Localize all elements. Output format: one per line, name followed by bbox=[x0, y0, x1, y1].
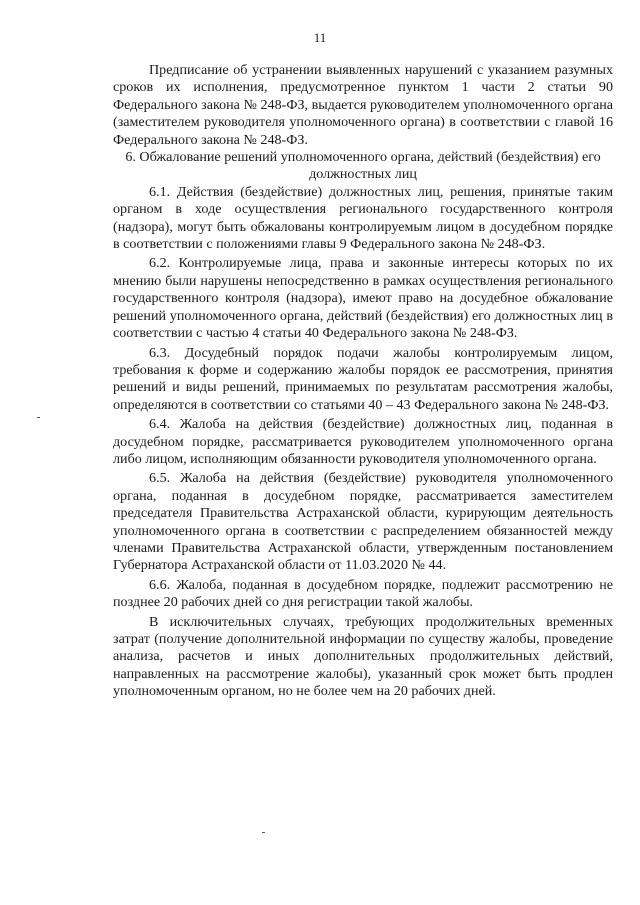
paragraph-exceptional-cases: В исключительных случаях, требующих продолжительных временных затрат (получение дополнительной информации по существу жалобы, проведение анализа, расчетов и иных дополнительных продолжительных действий, направленных на рассмотрение жалобы), указанный срок может быть продлен уполномоченным органом, но не более чем на 20 рабочих дней. bbox=[113, 613, 613, 700]
paragraph-6-4: 6.4. Жалоба на действия (бездействие) должностных лиц, поданная в досудебном порядке, рассматривается руководителем уполномоченного органа либо лицом, исполняющим обязанности руководителя уполномоченного органа. bbox=[113, 416, 613, 467]
paragraph-6-1: 6.1. Действия (бездействие) должностных лиц, решения, принятые таким органом в ходе осуществления регионального государственного контроля (надзора), могут быть обжалованы контролируемым лицом в досудебном порядке в соответствии с положениями главы 9 Федерального закона № 248-ФЗ. bbox=[113, 183, 613, 253]
intro-paragraph: Предписание об устранении выявленных нарушений с указанием разумных сроков их исполнения, предусмотренное пунктом 1 части 2 статьи 90 Федерального закона № 248-ФЗ, выдается руководителем уполномоченного органа (заместителем руководителя уполномоченного органа) в соответствии с главой 16 Федерального закона № 248-ФЗ. bbox=[113, 62, 613, 148]
page-number: 11 bbox=[313, 30, 327, 45]
scan-speck bbox=[37, 417, 40, 418]
section-heading: 6. Обжалование решений уполномоченного органа, действий (бездействия) его должностных лиц bbox=[125, 149, 601, 183]
paragraph-6-5: 6.5. Жалоба на действия (бездействие) руководителя уполномоченного органа, поданная в досудебном порядке, рассматривается заместителем председателя Правительства Астраханской области, курирующим деятельность уполномоченного органа в соответствии с распределением обязанностей между членами Правительства Астраханской области, утвержденным постановлением Губернатора Астраханской области от 11.03.2020 № 44. bbox=[113, 470, 613, 574]
scan-speck bbox=[262, 832, 265, 833]
document-body bbox=[113, 62, 613, 701]
paragraph-6-6: 6.6. Жалоба, поданная в досудебном порядке, подлежит рассмотрению не позднее 20 рабочих дней со дня регистрации такой жалобы. bbox=[113, 576, 613, 611]
paragraph-6-2: 6.2. Контролируемые лица, права и законные интересы которых по их мнению были нарушены непосредственно в рамках осуществления регионального государственного контроля (надзора), имеют право на досудебное обжалование решений уполномоченного органа, действий (бездействия) его должностных лиц в соответствии с частью 4 статьи 40 Федерального закона № 248-ФЗ. bbox=[113, 255, 613, 342]
paragraph-6-3: 6.3. Досудебный порядок подачи жалобы контролируемым лицом, требования к форме и содержанию жалобы порядок ее рассмотрения, принятия решений и виды решений, принимаемых по результатам рассмотрения жалобы, определяются в соответствии со статьями 40 – 43 Федерального закона № 248-ФЗ. bbox=[113, 344, 613, 413]
